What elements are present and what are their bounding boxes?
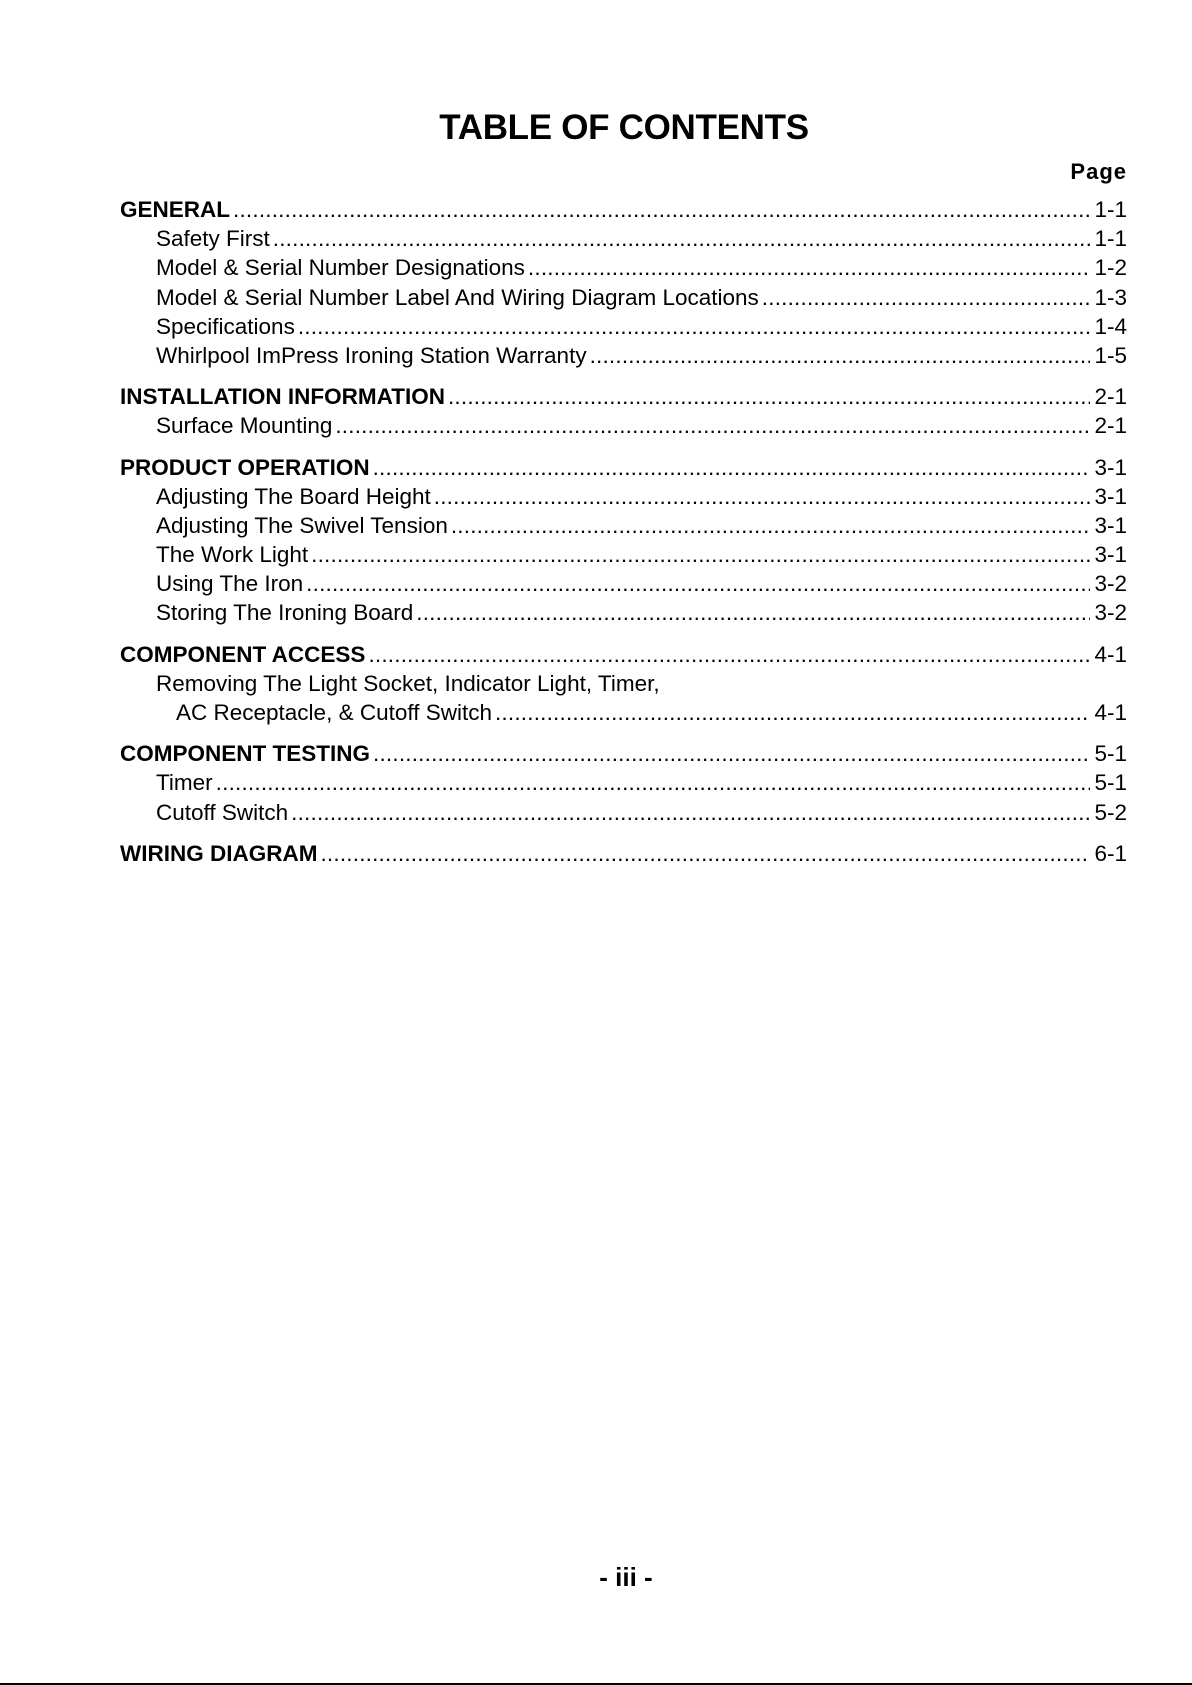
toc-entry-page-number: 5-1: [1094, 770, 1127, 796]
toc-entry-page-number: 3-1: [1094, 483, 1127, 509]
toc-dot-leader: [528, 253, 1091, 282]
toc-entry-page-number: 1-1: [1094, 197, 1127, 222]
toc-subsection-entry[interactable]: [120, 253, 1127, 282]
toc-subsection-entry[interactable]: [120, 669, 1127, 698]
toc-entry-page-number: 4-1: [1094, 700, 1127, 725]
toc-entry-page-number: 6-1: [1094, 840, 1127, 866]
toc-dot-leader: [451, 511, 1091, 540]
toc-entry-page-number: 5-1: [1094, 741, 1127, 767]
toc-entry-label: Cutoff Switch: [156, 799, 289, 825]
toc-subsection-entry[interactable]: [120, 482, 1127, 511]
toc-subsection-entry[interactable]: [120, 768, 1127, 797]
table-of-contents: [120, 195, 1127, 868]
toc-section-entry[interactable]: [120, 739, 1127, 768]
toc-subsection-entry[interactable]: [120, 511, 1127, 540]
toc-subsection-entry[interactable]: [120, 798, 1127, 827]
toc-entry-label: Specifications: [156, 313, 295, 339]
toc-entry-label: WIRING DIAGRAM: [120, 840, 318, 866]
toc-dot-leader: [762, 283, 1091, 312]
toc-dot-leader: [273, 224, 1091, 253]
toc-entry-page-number: 3-1: [1094, 454, 1127, 480]
toc-entry-page-number: 3-1: [1094, 542, 1127, 568]
toc-entry-page-number: 2-1: [1094, 413, 1127, 439]
toc-entry-label: Removing The Light Socket, Indicator Light, Timer,: [156, 670, 660, 696]
toc-entry-label: GENERAL: [120, 197, 231, 222]
toc-dot-leader: [320, 839, 1090, 868]
toc-dot-leader: [416, 598, 1090, 627]
toc-entry-page-number: 2-1: [1094, 384, 1127, 410]
page-column-label: Page: [1070, 159, 1127, 184]
page-number-footer: - iii -: [599, 1562, 653, 1592]
toc-entry-label: The Work Light: [156, 542, 309, 568]
toc-entry-label: COMPONENT ACCESS: [120, 641, 366, 667]
toc-entry-page-number: 1-5: [1094, 342, 1127, 368]
toc-section-entry[interactable]: [120, 453, 1127, 482]
toc-subsection-entry[interactable]: [120, 540, 1127, 569]
toc-subsection-entry[interactable]: [120, 411, 1127, 440]
toc-section-entry[interactable]: [120, 839, 1127, 868]
toc-entry-label: COMPONENT TESTING: [120, 741, 371, 767]
toc-entry-label: Safety First: [156, 226, 270, 252]
toc-dot-leader: [306, 569, 1090, 598]
toc-entry-page-number: 1-4: [1094, 313, 1127, 339]
toc-dot-leader: [216, 768, 1091, 797]
toc-dot-leader: [448, 382, 1091, 411]
toc-section-entry[interactable]: [120, 640, 1127, 669]
toc-entry-label: Model & Serial Number Label And Wiring Diagram Locations: [156, 284, 759, 310]
toc-section-entry[interactable]: [120, 382, 1127, 411]
toc-entry-label: Adjusting The Swivel Tension: [156, 512, 448, 538]
toc-section-entry[interactable]: [120, 195, 1127, 224]
toc-dot-leader: [291, 798, 1090, 827]
toc-dot-leader: [373, 739, 1090, 768]
toc-dot-leader: [373, 453, 1091, 482]
toc-entry-page-number: 5-2: [1094, 799, 1127, 825]
toc-entry-page-number: 4-1: [1094, 641, 1127, 667]
toc-dot-leader: [233, 195, 1090, 224]
toc-subsection-entry[interactable]: [120, 569, 1127, 598]
toc-dot-leader: [368, 640, 1090, 669]
toc-dot-leader: [495, 698, 1090, 727]
toc-entry-label: Adjusting The Board Height: [156, 483, 431, 509]
toc-dot-leader: [335, 411, 1090, 440]
toc-entry-page-number: 1-3: [1094, 284, 1127, 310]
toc-entry-label: Storing The Ironing Board: [156, 600, 414, 626]
toc-subsection-entry[interactable]: [120, 598, 1127, 627]
toc-entry-page-number: 3-1: [1094, 512, 1127, 538]
toc-entry-label: Whirlpool ImPress Ironing Station Warranty: [156, 342, 587, 368]
toc-entry-page-number: 3-2: [1094, 600, 1127, 626]
toc-subsection-entry[interactable]: [120, 341, 1127, 370]
toc-subsection-entry[interactable]: [120, 283, 1127, 312]
toc-entry-label: Surface Mounting: [156, 413, 333, 439]
toc-subsection-entry[interactable]: [120, 224, 1127, 253]
toc-entry-label: Timer: [156, 770, 213, 796]
page-title: TABLE OF CONTENTS: [439, 108, 809, 147]
toc-dot-leader: [298, 312, 1091, 341]
toc-entry-label: AC Receptacle, & Cutoff Switch: [176, 700, 492, 725]
toc-entry-label: Using The Iron: [156, 571, 304, 597]
toc-entry-label: PRODUCT OPERATION: [120, 454, 370, 480]
toc-dot-leader: [590, 341, 1091, 370]
toc-entry-page-number: 1-1: [1094, 226, 1127, 252]
toc-entry-page-number: 1-2: [1094, 255, 1127, 281]
toc-entry-label: Model & Serial Number Designations: [156, 255, 525, 281]
toc-subsection-entry[interactable]: [120, 312, 1127, 341]
toc-entry-label: INSTALLATION INFORMATION: [120, 384, 445, 410]
toc-entry-page-number: 3-2: [1094, 571, 1127, 597]
toc-dot-leader: [434, 482, 1091, 511]
toc-dot-leader: [311, 540, 1090, 569]
toc-subsection-entry[interactable]: [120, 698, 1127, 727]
